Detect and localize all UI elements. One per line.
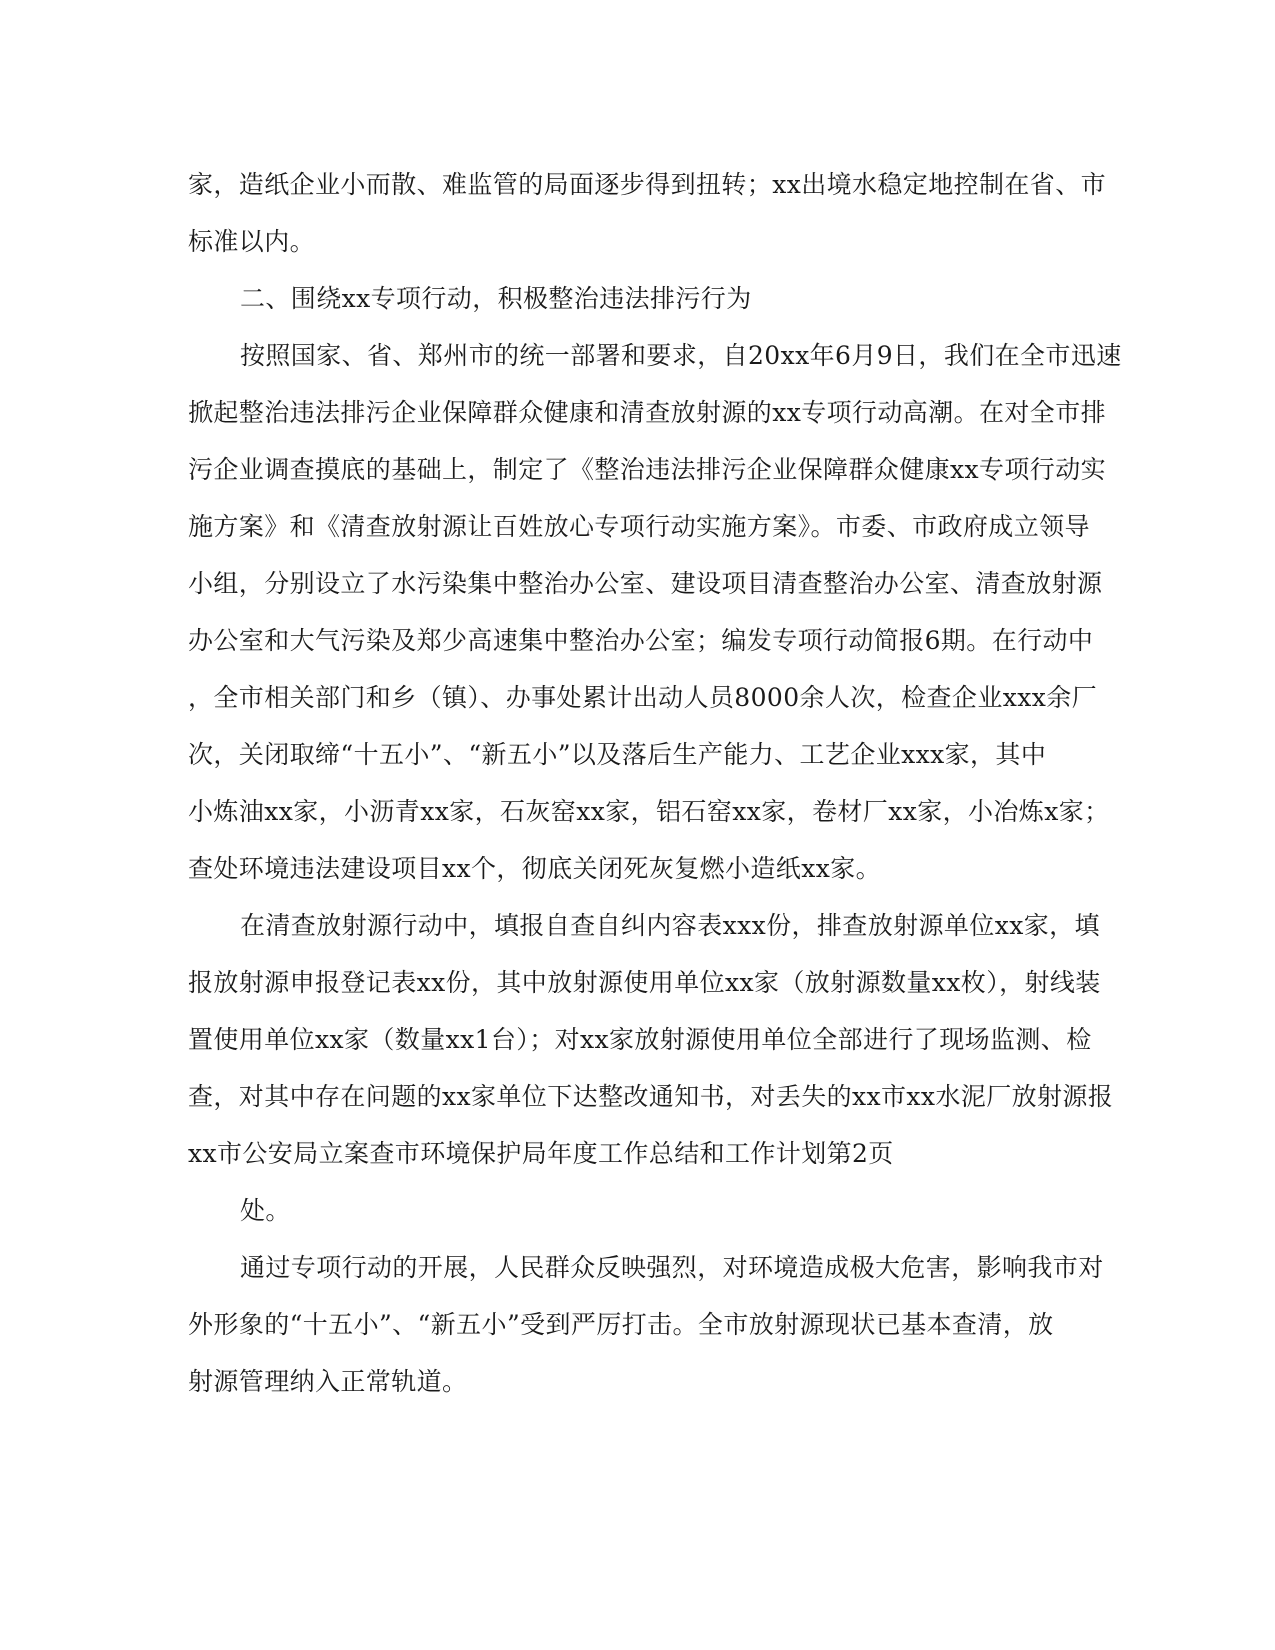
text-line: 置使用单位xx家（数量xx1台）；对xx家放射源使用单位全部进行了现场监测、检 <box>188 1025 1092 1054</box>
section-heading: 二、围绕xx专项行动，积极整治违法排污行为 <box>240 284 752 313</box>
text-line: 外形象的“十五小”、“新五小”受到严厉打击。全市放射源现状已基本查清，放 <box>188 1310 1054 1339</box>
text-line: 办公室和大气污染及郑少高速集中整治办公室；编发专项行动简报6期。在行动中 <box>188 626 1094 655</box>
text-line: 在清查放射源行动中，填报自查自纠内容表xxx份，排查放射源单位xx家，填 <box>240 911 1100 940</box>
text-line: 射源管理纳入正常轨道。 <box>188 1367 468 1396</box>
text-line: 家，造纸企业小而散、难监管的局面逐步得到扭转；xx出境水稳定地控制在省、市 <box>188 170 1107 199</box>
text-line: 掀起整治违法排污企业保障群众健康和清查放射源的xx专项行动高潮。在对全市排 <box>188 398 1107 427</box>
text-line: 小炼油xx家，小沥青xx家，石灰窑xx家，铝石窑xx家，卷材厂xx家，小冶炼x家； <box>188 797 1110 826</box>
text-line: 按照国家、省、郑州市的统一部署和要求，自20xx年6月9日，我们在全市迅速 <box>240 341 1122 370</box>
text-line: ，全市相关部门和乡（镇）、办事处累计出动人员8000余人次，检查企业xxx余厂 <box>188 683 1098 712</box>
text-line: 施方案》和《清查放射源让百姓放心专项行动实施方案》。市委、市政府成立领导 <box>188 512 1090 541</box>
text-line: 查处环境违法建设项目xx个，彻底关闭死灰复燃小造纸xx家。 <box>188 854 881 883</box>
text-line: 标准以内。 <box>188 227 316 256</box>
text-line: 报放射源申报登记表xx份，其中放射源使用单位xx家（放射源数量xx枚），射线装 <box>188 968 1101 997</box>
text-line: 通过专项行动的开展，人民群众反映强烈，对环境造成极大危害，影响我市对 <box>240 1253 1104 1282</box>
text-line: 小组，分别设立了水污染集中整治办公室、建设项目清查整治办公室、清查放射源 <box>188 569 1103 598</box>
text-line: 处。 <box>240 1196 291 1225</box>
text-line: 次，关闭取缔“十五小”、“新五小”以及落后生产能力、工艺企业xxx家，其中 <box>188 740 1047 769</box>
text-line: 查，对其中存在问题的xx家单位下达整改通知书，对丢失的xx市xx水泥厂放射源报 <box>188 1082 1114 1111</box>
text-line: 污企业调查摸底的基础上，制定了《整治违法排污企业保障群众健康xx专项行动实 <box>188 455 1107 484</box>
text-line: xx市公安局立案查市环境保护局年度工作总结和工作计划第2页 <box>188 1139 894 1168</box>
